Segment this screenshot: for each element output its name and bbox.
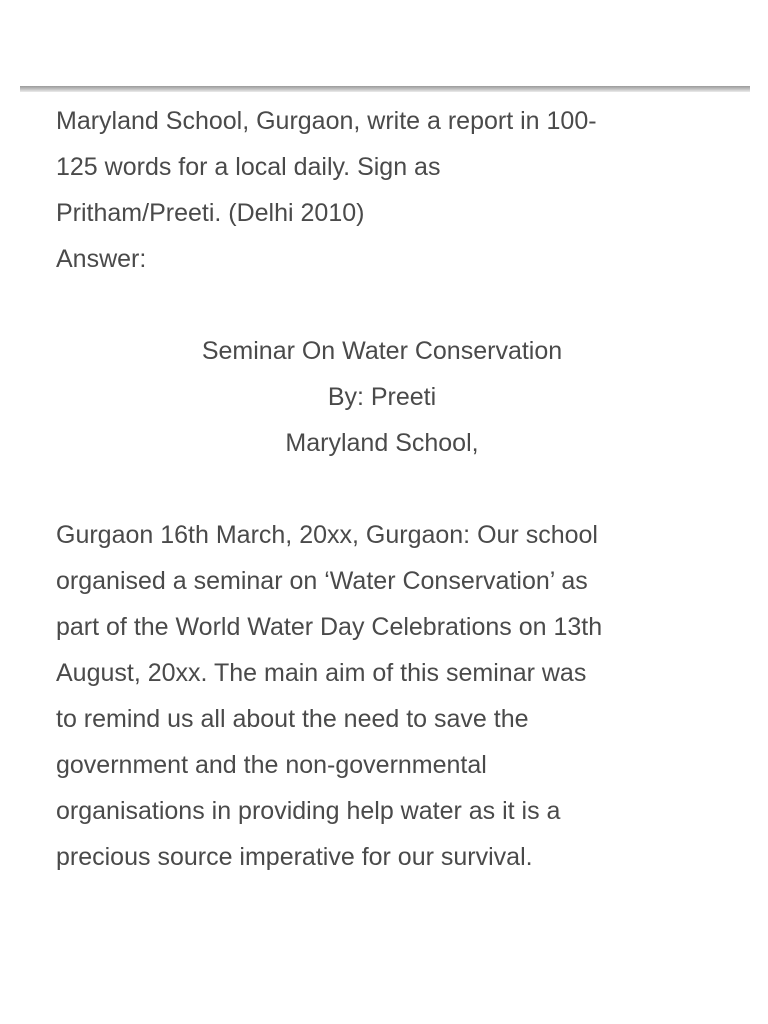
report-body bbox=[56, 512, 716, 880]
report-body-line: organised a seminar on ‘Water Conservation’ as bbox=[56, 567, 588, 595]
answer-label: Answer: bbox=[56, 245, 147, 273]
report-title: Seminar On Water Conservation bbox=[201, 337, 563, 365]
report-body-line: Gurgaon 16th March, 20xx, Gurgaon: Our school bbox=[56, 521, 598, 549]
report-school: Maryland School, bbox=[285, 429, 479, 457]
question-line: Maryland School, Gurgaon, write a report in 100- bbox=[56, 107, 597, 135]
report-body-line: to remind us all about the need to save the bbox=[56, 705, 529, 733]
question-text bbox=[56, 98, 716, 282]
report-body-line: August, 20xx. The main aim of this seminar was bbox=[56, 659, 587, 687]
report-heading bbox=[56, 328, 708, 466]
question-line: 125 words for a local daily. Sign as bbox=[56, 153, 441, 181]
document-content bbox=[56, 98, 716, 880]
top-divider bbox=[20, 86, 750, 92]
report-body-line: government and the non-governmental bbox=[56, 751, 487, 779]
report-body-line: organisations in providing help water as it is a bbox=[56, 797, 561, 825]
report-body-line: precious source imperative for our survival. bbox=[56, 843, 533, 871]
question-line: Pritham/Preeti. (Delhi 2010) bbox=[56, 199, 365, 227]
report-byline: By: Preeti bbox=[327, 383, 437, 411]
report-body-line: part of the World Water Day Celebrations on 13th bbox=[56, 613, 603, 641]
